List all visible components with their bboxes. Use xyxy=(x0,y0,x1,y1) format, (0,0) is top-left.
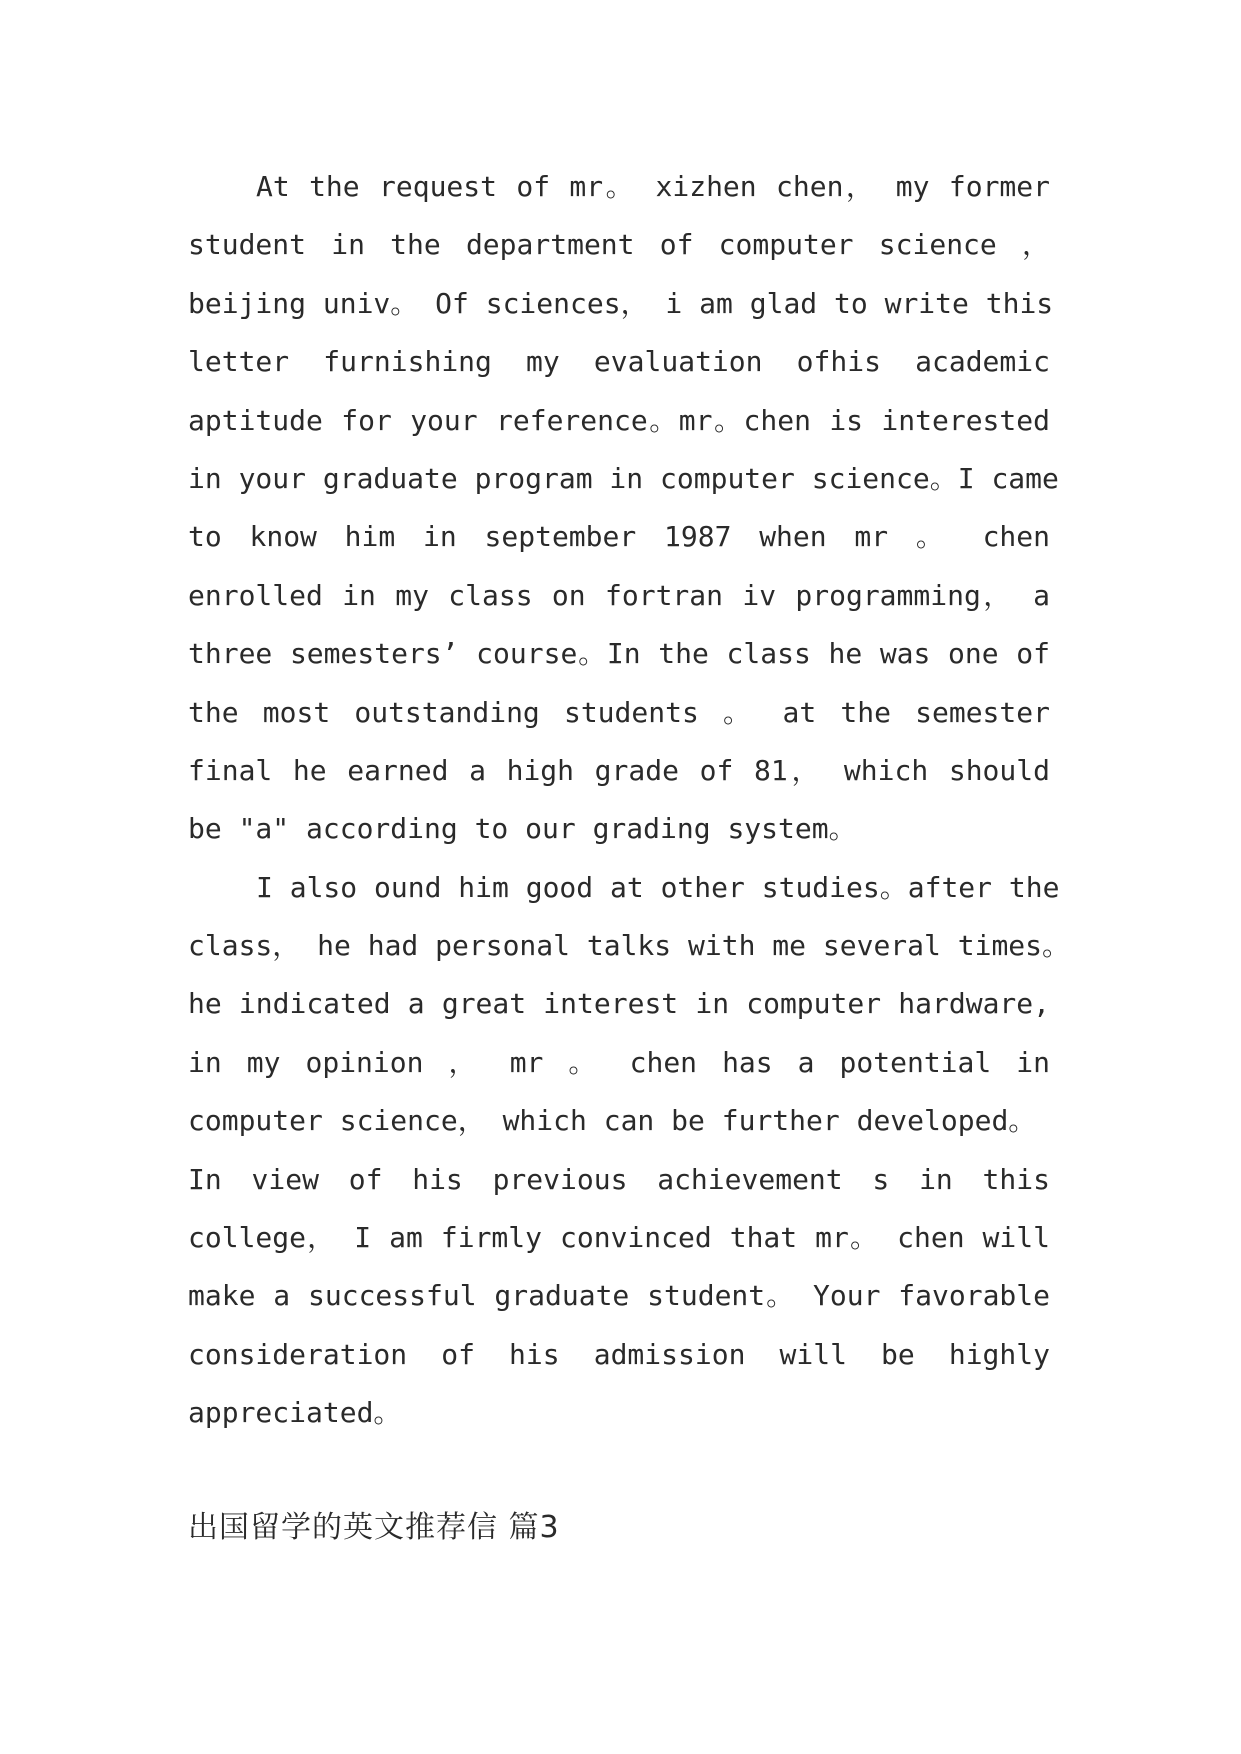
text-line: the most outstanding students 。 at the semester xyxy=(188,695,1050,729)
text-line: make a successful graduate student。 Your favorable xyxy=(188,1279,1050,1313)
text-line: consideration of his admission will be highly xyxy=(188,1337,1050,1371)
text-line: college， I am firmly convinced that mr。 chen will xyxy=(188,1221,1050,1255)
letter-body xyxy=(188,162,1071,1447)
text-line: final he earned a high grade of 81， which should xyxy=(188,753,1050,787)
text-line: class， he had personal talks with me several times。 xyxy=(188,929,1071,963)
text-line: computer science， which can be further developed。 xyxy=(188,1104,1037,1138)
paragraph-1 xyxy=(188,162,1059,863)
text-line: be "a" according to our grading system。 xyxy=(188,812,857,846)
section-heading: 出国留学的英文推荐信 篇3 xyxy=(188,1510,560,1545)
text-line: letter furnishing my evaluation ofhis academic xyxy=(188,345,1050,379)
text-line: three semesters’ course。In the class he was one of xyxy=(188,637,1050,671)
text-line: appreciated。 xyxy=(188,1396,402,1430)
text-line: to know him in september 1987 when mr 。 chen xyxy=(188,520,1050,554)
text-line: he indicated a great interest in computer hardware, xyxy=(188,987,1050,1021)
text-line: beijing univ。 Of sciences， i am glad to write this xyxy=(188,286,1054,320)
paragraph-2 xyxy=(188,863,1071,1447)
text-line: I also ound him good at other studies。after the xyxy=(256,870,1060,904)
text-line: aptitude for your reference。mr。chen is interested xyxy=(188,403,1050,437)
text-line: in your graduate program in computer science。I came xyxy=(188,461,1059,495)
text-line: enrolled in my class on fortran iv programming， a xyxy=(188,578,1050,612)
text-line: in my opinion ， mr 。 chen has a potential in xyxy=(188,1045,1050,1079)
text-line: In view of his previous achievement s in this xyxy=(188,1162,1050,1196)
text-line: student in the department of computer science ， xyxy=(188,228,1050,262)
text-line: At the request of mr。 xizhen chen， my former xyxy=(256,170,1050,203)
